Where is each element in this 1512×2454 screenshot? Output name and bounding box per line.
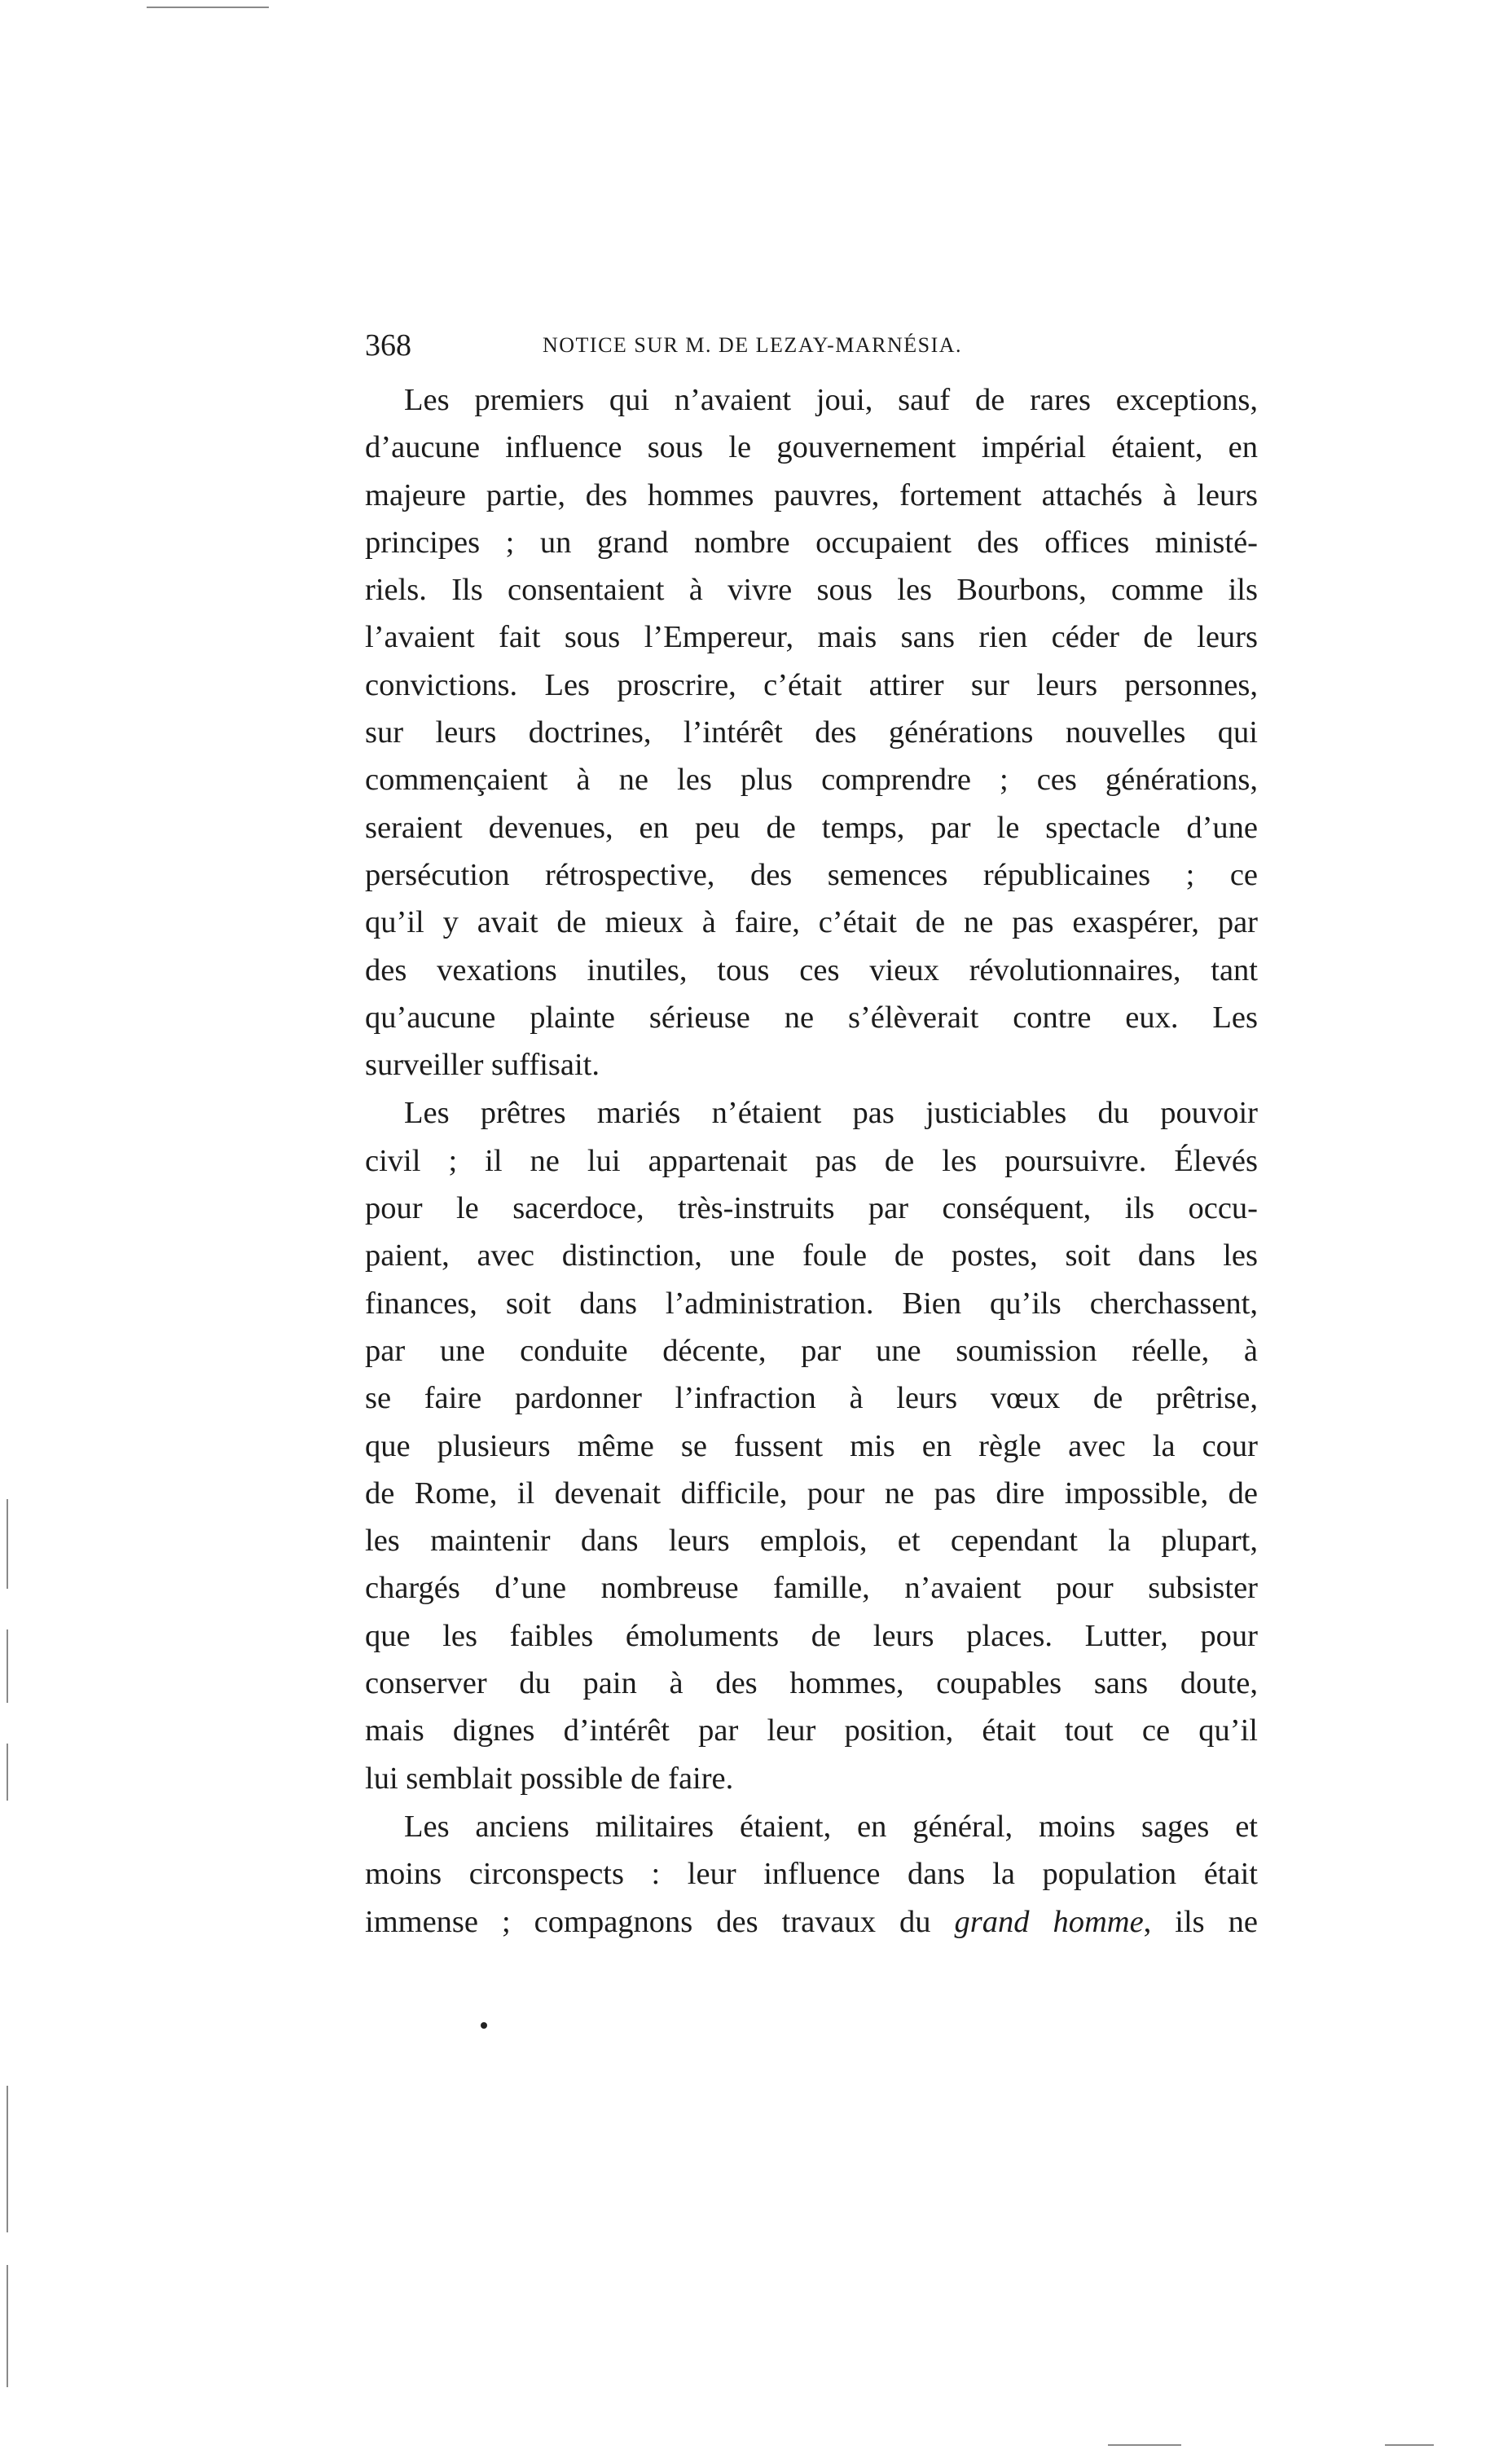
text-line: lui semblait possible de faire. [365,1761,734,1796]
text-line: Les premiers qui n’avaient joui, sauf de rares exceptions, [404,383,1258,417]
text-line: Les prêtres mariés n’étaient pas justiciables du pouvoir [404,1096,1258,1131]
text-line: surveiller suffisait. [365,1048,600,1083]
text-line: conserver du pain à des hommes, coupables sans doute, [365,1666,1258,1701]
scan-edge-mark [1385,2444,1434,2446]
text-line: d’aucune influence sous le gouvernement impérial étaient, en [365,430,1258,465]
scan-edge-mark [1108,2444,1181,2446]
text-line: mais dignes d’intérêt par leur position, était tout ce qu’il [365,1713,1258,1748]
page-number: 368 [365,328,411,363]
page-header [365,323,1261,368]
text-line: par une conduite décente, par une soumission réelle, à [365,1333,1258,1368]
text-line: sur leurs doctrines, l’intérêt des générations nouvelles qui [365,715,1258,750]
text-line: de Rome, il devenait difficile, pour ne pas dire impossible, de [365,1475,1258,1511]
text-line: se faire pardonner l’infraction à leurs vœux de prêtrise, [365,1381,1258,1416]
text-line: les maintenir dans leurs emplois, et cependant la plupart, [365,1524,1258,1559]
text-line: qu’il y avait de mieux à faire, c’était de ne pas exaspérer, par [365,905,1258,940]
text-line: riels. Ils consentaient à vivre sous les Bourbons, comme ils [365,573,1258,608]
text-line: que les faibles émoluments de leurs places. Lutter, pour [365,1618,1258,1653]
italic-phrase: grand homme [954,1904,1144,1939]
ink-speck [481,2022,487,2029]
scan-edge-mark [7,1744,8,1801]
text-line: l’avaient fait sous l’Empereur, mais sans rien céder de leurs [365,620,1258,655]
text-line: seraient devenues, en peu de temps, par le spectacle d’une [365,810,1258,845]
scan-edge-mark [147,7,269,8]
body-text [365,376,1258,1946]
scan-edge-mark [7,2086,8,2232]
text-line: majeure partie, des hommes pauvres, fortement attachés à leurs [365,477,1258,512]
text-line: persécution rétrospective, des semences républicaines ; ce [365,857,1258,892]
text-run: immense ; compagnons des travaux du [365,1904,955,1939]
text-line: principes ; un grand nombre occupaient des offices ministé- [365,525,1258,560]
text-line: Les anciens militaires étaient, en général, moins sages et [404,1809,1258,1844]
text-line: finances, soit dans l’administration. Bien qu’ils cherchassent, [365,1286,1258,1321]
text-line: des vexations inutiles, tous ces vieux révolutionnaires, tant [365,952,1258,987]
text-line: moins circonspects : leur influence dans la population était [365,1857,1258,1892]
text-run: , ils ne [1143,1904,1258,1939]
paragraph-3 [365,1803,1258,1946]
scan-edge-mark [7,2265,8,2387]
text-line-with-italic [365,1898,1258,1946]
text-line: paient, avec distinction, une foule de postes, soit dans les [365,1238,1258,1273]
text-line: commençaient à ne les plus comprendre ; ces générations, [365,763,1258,798]
text-line: convictions. Les proscrire, c’était attirer sur leurs personnes, [365,667,1258,702]
text-line: chargés d’une nombreuse famille, n’avaient pour subsister [365,1571,1258,1606]
scan-edge-mark [7,1629,8,1703]
running-title: NOTICE SUR M. DE LEZAY-MARNÉSIA. [543,333,963,357]
text-line: civil ; il ne lui appartenait pas de les poursuivre. Élevés [365,1143,1258,1178]
paragraph-2 [365,1089,1258,1801]
scan-edge-mark [7,1499,8,1589]
paragraph-1 [365,376,1258,1088]
text-line: pour le sacerdoce, très-instruits par conséquent, ils occu- [365,1191,1258,1226]
text-line: qu’aucune plainte sérieuse ne s’élèverait contre eux. Les [365,1000,1258,1035]
text-line: que plusieurs même se fussent mis en règle avec la cour [365,1428,1258,1463]
